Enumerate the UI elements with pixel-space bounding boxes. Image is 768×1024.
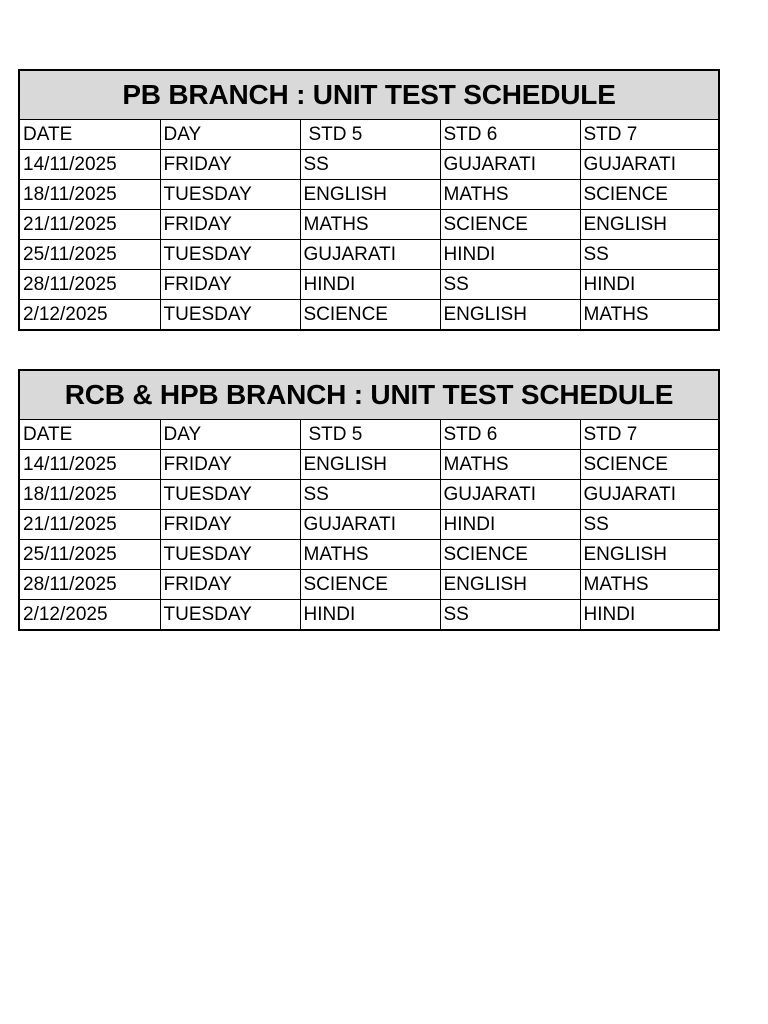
std7-cell: GUJARATI <box>580 150 718 180</box>
day-cell: FRIDAY <box>160 150 300 180</box>
day-cell: TUESDAY <box>160 600 300 630</box>
std6-cell: SCIENCE <box>440 540 580 570</box>
std6-cell: SS <box>440 270 580 300</box>
header-cell-std6: STD 6 <box>440 420 580 450</box>
std6-cell: GUJARATI <box>440 480 580 510</box>
std7-cell: GUJARATI <box>580 480 718 510</box>
std5-cell: SS <box>300 480 440 510</box>
std6-cell: ENGLISH <box>440 300 580 330</box>
header-cell-date: DATE <box>20 420 160 450</box>
std5-cell: MATHS <box>300 540 440 570</box>
table-row <box>20 180 718 210</box>
day-cell: FRIDAY <box>160 510 300 540</box>
table-row <box>20 480 718 510</box>
day-cell: TUESDAY <box>160 480 300 510</box>
day-cell: FRIDAY <box>160 450 300 480</box>
std6-cell: SS <box>440 600 580 630</box>
schedule-title: RCB & HPB BRANCH : UNIT TEST SCHEDULE <box>20 371 718 420</box>
std5-cell: SS <box>300 150 440 180</box>
header-cell-day: DAY <box>160 120 300 150</box>
date-cell: 25/11/2025 <box>20 240 160 270</box>
day-cell: TUESDAY <box>160 240 300 270</box>
header-cell-std5: STD 5 <box>300 120 440 150</box>
std6-cell: MATHS <box>440 450 580 480</box>
std7-cell: HINDI <box>583 604 636 625</box>
rcb-hpb-branch-schedule <box>18 369 720 631</box>
std6-cell: GUJARATI <box>440 150 580 180</box>
date-cell: 2/12/2025 <box>20 600 160 630</box>
date-cell: 25/11/2025 <box>20 540 160 570</box>
header-cell-std7: STD 7 <box>580 420 718 450</box>
date-cell: 21/11/2025 <box>20 210 160 240</box>
date-cell: 21/11/2025 <box>20 510 160 540</box>
table-row <box>20 150 718 180</box>
pb-branch-schedule <box>18 69 720 331</box>
std6-cell: MATHS <box>440 180 580 210</box>
std7-cell: MATHS <box>583 304 649 325</box>
std5-cell: GUJARATI <box>300 510 440 540</box>
table-row <box>20 210 718 240</box>
date-cell: 18/11/2025 <box>20 480 160 510</box>
header-cell-std5: STD 5 <box>300 420 440 450</box>
std6-cell: SCIENCE <box>440 210 580 240</box>
std5-cell: SCIENCE <box>300 300 440 330</box>
std5-cell: HINDI <box>300 270 440 300</box>
schedule-table <box>20 120 718 329</box>
std7-cell: SCIENCE <box>580 180 718 210</box>
header-cell-day: DAY <box>160 420 300 450</box>
header-cell-std7: STD 7 <box>580 120 718 150</box>
std7-cell: HINDI <box>580 270 718 300</box>
table-row <box>20 600 718 630</box>
std6-cell: HINDI <box>440 240 580 270</box>
table-row <box>20 570 718 600</box>
day-cell: FRIDAY <box>160 270 300 300</box>
table-row <box>20 450 718 480</box>
std6-cell: ENGLISH <box>440 570 580 600</box>
date-cell: 18/11/2025 <box>20 180 160 210</box>
table-row <box>20 240 718 270</box>
header-row <box>20 120 718 150</box>
table-row <box>20 540 718 570</box>
day-cell: TUESDAY <box>160 540 300 570</box>
header-cell-std6: STD 6 <box>440 120 580 150</box>
std5-cell: ENGLISH <box>300 180 440 210</box>
date-cell: 28/11/2025 <box>20 570 160 600</box>
day-cell: TUESDAY <box>160 300 300 330</box>
date-cell: 28/11/2025 <box>20 270 160 300</box>
schedule-title: PB BRANCH : UNIT TEST SCHEDULE <box>20 71 718 120</box>
std5-cell: ENGLISH <box>300 450 440 480</box>
schedule-table <box>20 420 718 629</box>
std7-cell: SCIENCE <box>580 450 718 480</box>
std7-cell: ENGLISH <box>580 210 718 240</box>
day-cell: TUESDAY <box>160 180 300 210</box>
table-row <box>20 270 718 300</box>
std7-cell: SS <box>580 510 718 540</box>
std5-cell: GUJARATI <box>300 240 440 270</box>
day-cell: FRIDAY <box>160 570 300 600</box>
date-cell: 14/11/2025 <box>20 450 160 480</box>
std7-cell: ENGLISH <box>580 540 718 570</box>
table-row <box>20 510 718 540</box>
day-cell: FRIDAY <box>160 210 300 240</box>
date-cell: 14/11/2025 <box>20 150 160 180</box>
date-cell: 2/12/2025 <box>20 300 160 330</box>
header-cell-date: DATE <box>20 120 160 150</box>
std7-cell: MATHS <box>580 570 718 600</box>
std7-cell: SS <box>580 240 718 270</box>
std5-cell: HINDI <box>300 600 440 630</box>
table-row <box>20 300 718 330</box>
std6-cell: HINDI <box>440 510 580 540</box>
std5-cell: MATHS <box>300 210 440 240</box>
std5-cell: SCIENCE <box>300 570 440 600</box>
header-row <box>20 420 718 450</box>
